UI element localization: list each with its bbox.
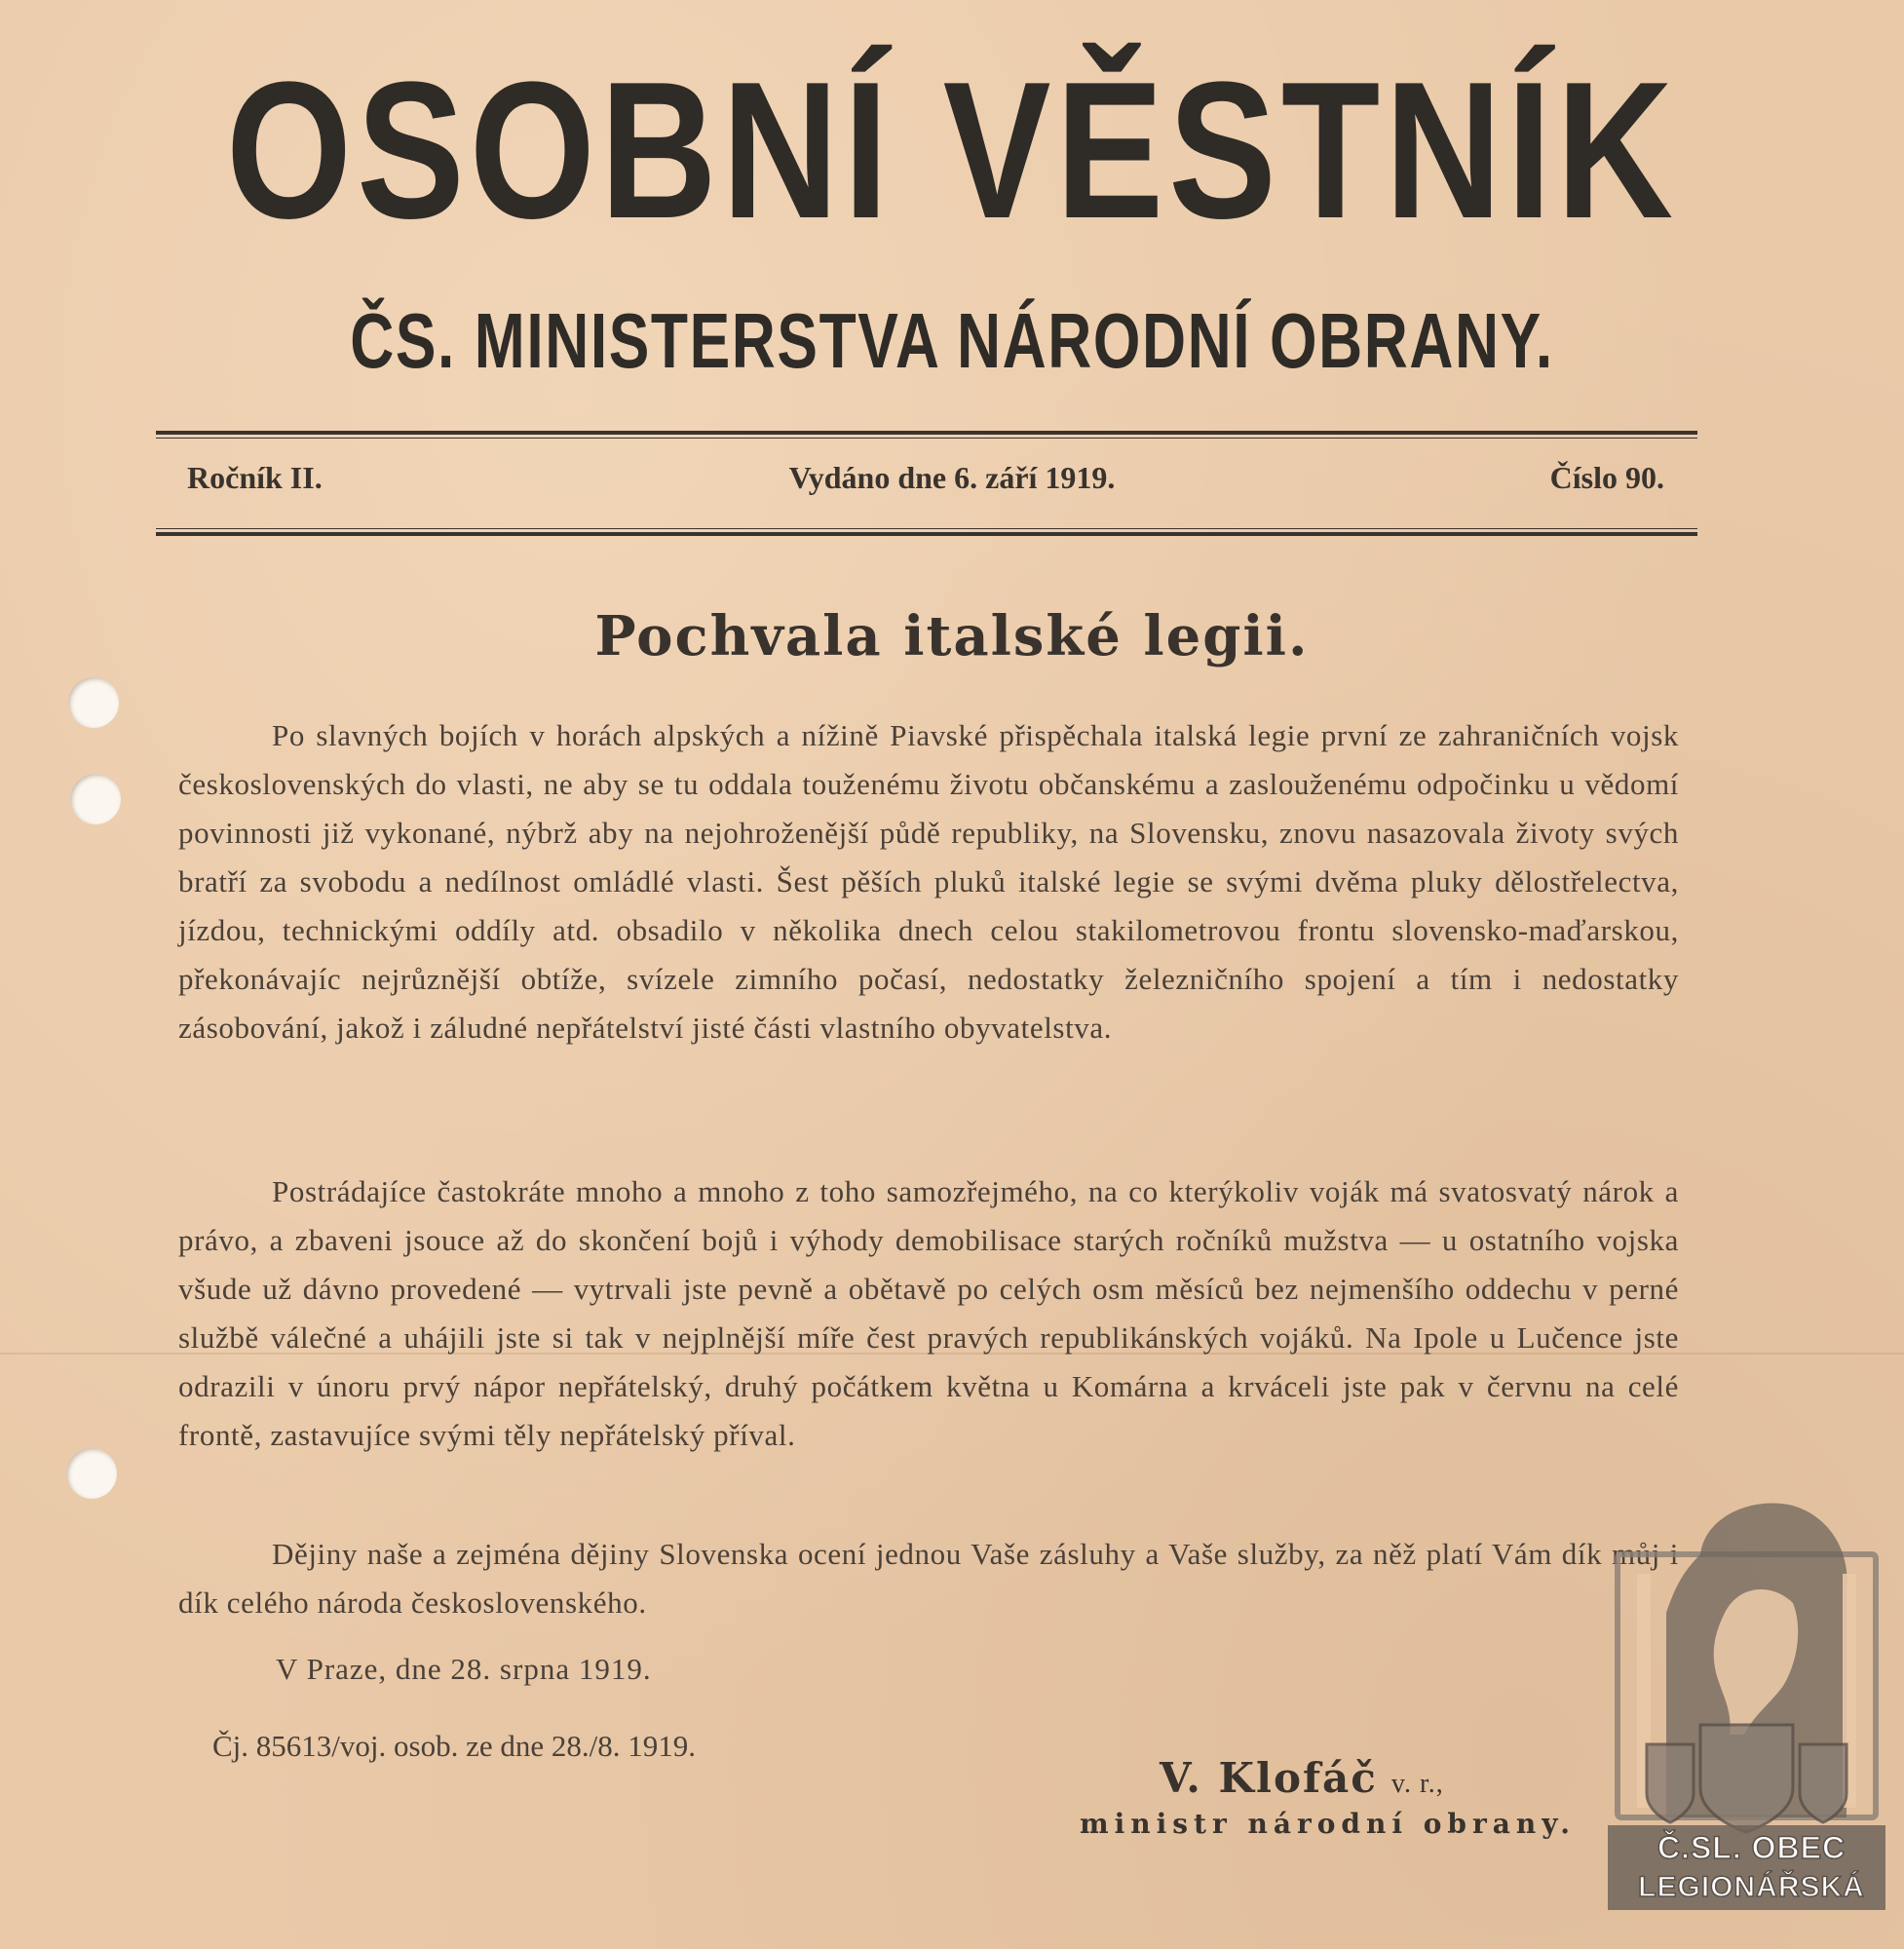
top-rule [156, 431, 1697, 435]
issue-volume: Ročník II. [187, 460, 323, 495]
punch-hole [68, 677, 119, 728]
issue-number: Číslo 90. [1549, 460, 1664, 495]
issue-date: Vydáno dne 6. září 1919. [788, 460, 1116, 495]
masthead-title: OSOBNÍ VĚSTNÍK [225, 42, 1679, 259]
article-heading: Pochvala italské legii. [594, 604, 1310, 669]
signature-suffix: v. r., [1390, 1769, 1444, 1799]
bottom-rule [156, 532, 1697, 536]
place-date: V Praze, dne 28. srpna 1919. [276, 1652, 652, 1686]
top-rule-thin [156, 438, 1697, 439]
signature-name [1160, 1754, 1444, 1802]
reference-number: Čj. 85613/voj. osob. ze dne 28./8. 1919. [212, 1729, 696, 1763]
signature-title: ministr národní obrany. [1080, 1808, 1577, 1840]
punch-hole [70, 774, 121, 824]
punch-hole [66, 1448, 117, 1499]
bottom-rule-thin [156, 528, 1697, 529]
article-paragraph: Po slavných bojích v horách alpských a nížině Piavské přispěchala italská legie první ze zahraničních vojsk československých do vlasti, ne aby se tu oddala touženému životu občanskému a zaslouženému odpočinku u vědomí povinnosti již vykonané, nýbrž aby na nejohroženější půdě republiky, na Slovensku, znovu nasazovala životy svých bratří za svobodu a nedílnost omládlé vlasti. Šest pěších pluků italské legie se svými dvěma pluky dělostřelectva, jízdou, technickými oddíly atd. obsadilo v několika dnech celou stakilometrovou frontu slovensko-maďarskou, překonávajíc nejrůznější obtíže, svízele zimního počasí, nedostatky železničního spojení a tím i nedostatky zásobování, jakož i záludné nepřátelství jisté části vlastního obyvatelstva. [178, 718, 1679, 1045]
masthead-subtitle: ČS. MINISTERSTVA NÁRODNÍ OBRANY. [350, 297, 1554, 384]
article-paragraph: Dějiny naše a zejména dějiny Slovenska ocení jednou Vaše zásluhy a Vaše služby, za něž platí Vám dík můj i dík celého národa československého. [178, 1537, 1679, 1620]
article-paragraph: Postrádajíce častokráte mnoho a mnoho z toho samozřejmého, na co kterýkoliv voják má svatosvatý nárok a právo, a zbaveni jsouce až do skončení bojů i výhody demobilisace starých ročníků mužstva — u ostatního vojska všude už dávno provedené — vytrvali jste pevně a obětavě po celých osm měsíců bez nejmenšího oddechu v perné službě válečné a uhájili jste si tak v nejplnější míře čest pravých republikánských vojáků. Na Ipole u Lučence jste odrazili v únoru prvý nápor nepřátelský, druhý počátkem května u Komárna a krváceli jste pak v červnu na celé frontě, zastavujíce svými těly nepřátelský příval. [178, 1174, 1679, 1452]
stamp-text-line1: Č.SL. OBEC [1656, 1830, 1847, 1865]
signature-name-text: V. Klofáč [1160, 1754, 1378, 1802]
stamp-text-line2: LEGIONÁŘSKÁ [1638, 1871, 1865, 1903]
